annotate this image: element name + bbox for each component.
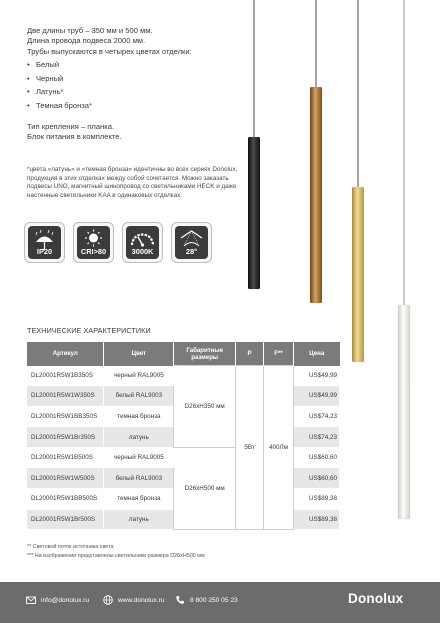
price-cell: US$74,23 (293, 406, 339, 427)
finish-note: *цвета «латунь» и «темная бронза» идентичны во всех сериях Donolux, продукция в этих отделках между собой сочетается. Можно заказать подвесы UNO, магнитный шинопровод со светильниками HECK и даже настенные светильники KAA в одинаковых отделках. (27, 166, 238, 199)
col-header-sku: Артикул (27, 342, 104, 366)
sun-cri-icon (77, 226, 110, 259)
price-cell: US$60,60 (293, 447, 339, 468)
email-text: info@donolux.ru (41, 596, 90, 604)
price-cell: US$49,99 (293, 386, 339, 407)
phone-icon (175, 595, 185, 605)
color-cell: белый RAL9003 (104, 386, 174, 407)
list-item: • Черный (27, 72, 92, 86)
list-item: • Латунь* (27, 85, 92, 99)
color-cell: темная бронза (104, 489, 174, 510)
phone-text: 8 800 250 05 23 (190, 596, 238, 604)
white-lamp (398, 0, 410, 519)
feature-badges (24, 222, 212, 263)
badge-beam-angle (171, 222, 212, 263)
color-cell: белый RAL9003 (104, 468, 174, 489)
badge-label: CRI>80 (80, 247, 107, 256)
footer-website[interactable] (103, 595, 165, 605)
price-cell: US$49,99 (293, 366, 339, 386)
badge-cri (73, 222, 114, 263)
mount-info (27, 122, 122, 143)
footer-phone[interactable] (175, 595, 238, 605)
sku-cell: DL20001R5W1B500S (27, 447, 104, 468)
footnote-image-size: *** На изображении представлены светильники размера D26xH500 мм (27, 553, 205, 559)
price-cell: US$74,23 (293, 427, 339, 448)
email-icon (26, 595, 36, 605)
globe-icon (103, 595, 113, 605)
color-cell: темная бронза (104, 406, 174, 427)
mount-line-1: Тип крепления – планка. (27, 122, 115, 131)
footer-email[interactable] (26, 595, 89, 605)
sku-cell: DL20001R5W1BB500S (27, 489, 104, 510)
badge-3000k (122, 222, 163, 263)
list-item: • Темная бронза* (27, 99, 92, 113)
intro-line-1: Две длины труб – 350 мм и 500 мм. (27, 26, 153, 35)
table-row (27, 447, 340, 468)
color-cell: латунь (104, 427, 174, 448)
badge-label: IP20 (36, 247, 53, 256)
list-item: • Белый (27, 58, 92, 72)
col-header-power: P (236, 342, 264, 366)
beam-angle-icon (175, 226, 208, 259)
color-cell: черный RAL9005 (104, 447, 174, 468)
power-cell: 5Вт (236, 366, 264, 530)
sku-cell: DL20001R5W1W350S (27, 386, 104, 407)
mount-line-2: Блок питания в комплекте. (27, 132, 122, 142)
finish-colors-list (27, 58, 92, 112)
sku-cell: DL20001R5W1W500S (27, 468, 104, 489)
bronze-lamp (310, 0, 322, 303)
spec-table (27, 342, 340, 530)
badge-label: 3000K (131, 247, 154, 256)
badge-ip20 (24, 222, 65, 263)
col-header-color: Цвет (104, 342, 174, 366)
intro-line-3: Трубы выпускаются в четырех цветах отделки: (27, 46, 192, 56)
col-header-price: Цена (293, 342, 339, 366)
price-cell: US$60,60 (293, 468, 339, 489)
sku-cell: DL20001R5W1Br350S (27, 427, 104, 448)
black-lamp (248, 0, 260, 289)
sku-cell: DL20001R5W1BB350S (27, 406, 104, 427)
col-header-dimensions: Габаритные размеры (174, 342, 236, 366)
table-row (27, 366, 340, 386)
umbrella-rain-icon (28, 226, 61, 259)
dimensions-cell: D26xH350 мм (174, 366, 236, 448)
intro-line-2: Длина провода подвеса 2000 мм. (27, 36, 146, 46)
brass-lamp (352, 0, 364, 362)
sku-cell: DL20001R5W1Br500S (27, 509, 104, 530)
badge-label: 28° (185, 247, 198, 256)
price-cell: US$89,38 (293, 489, 339, 510)
sku-cell: DL20001R5W1B350S (27, 366, 104, 386)
price-cell: US$89,38 (293, 509, 339, 530)
table-header-row (27, 342, 340, 366)
section-title: ТЕХНИЧЕСКИЕ ХАРАКТЕРИСТИКИ (27, 326, 151, 335)
dimensions-cell: D26xH500 мм (174, 447, 236, 529)
color-cell: латунь (104, 509, 174, 530)
col-header-flux: F** (264, 342, 294, 366)
color-cell: черный RAL9005 (104, 366, 174, 386)
footnote-flux: ** Световой поток источника света (27, 544, 114, 550)
website-text: www.donolux.ru (118, 596, 165, 604)
flux-cell: 400Лм (264, 366, 294, 530)
color-temperature-gauge-icon (126, 226, 159, 259)
brand-logo: Donolux (348, 591, 404, 606)
